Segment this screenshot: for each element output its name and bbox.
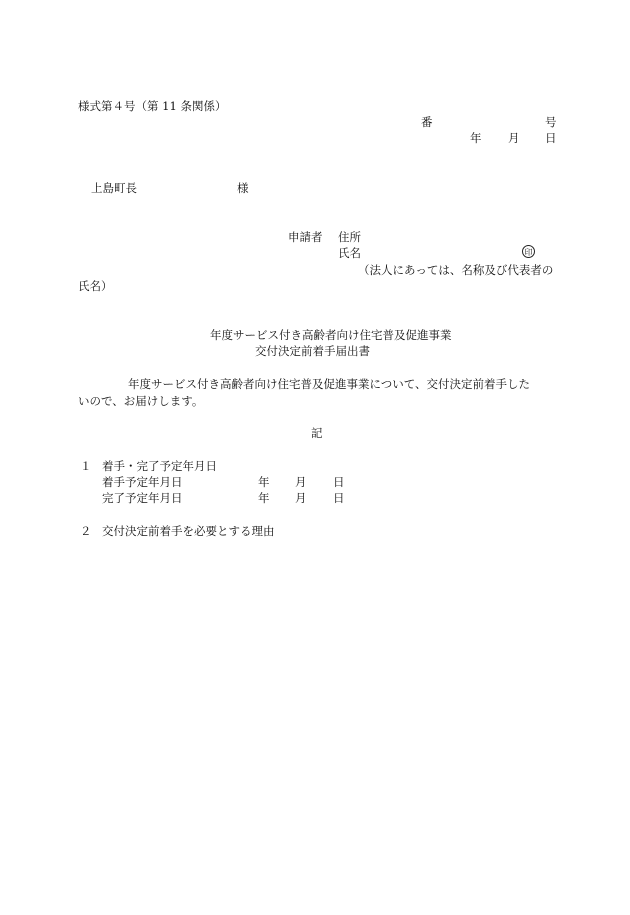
body-text-line1: 年度サービス付き高齢者向け住宅普及促進事業について、交付決定前着手した bbox=[128, 377, 531, 391]
completion-date-month: 月 bbox=[295, 491, 307, 505]
date-month-label: 月 bbox=[508, 131, 520, 145]
start-date-label: 着手予定年月日 bbox=[102, 475, 183, 489]
completion-date-day: 日 bbox=[333, 491, 345, 505]
document-title-line2: 交付決定前着手届出書 bbox=[255, 344, 370, 358]
date-day-label: 日 bbox=[545, 131, 557, 145]
addressee-honorific: 様 bbox=[237, 181, 249, 195]
form-number: 様式第４号（第 11 条関係） bbox=[78, 99, 227, 113]
applicant-name-label: 氏名 bbox=[338, 246, 361, 260]
applicant-note-line1: （法人にあっては、名称及び代表者の bbox=[358, 263, 554, 277]
number-ban-label: 番 bbox=[421, 115, 433, 129]
document-title-line1: 年度サービス付き高齢者向け住宅普及促進事業 bbox=[210, 328, 452, 342]
section2-number: ２ bbox=[80, 524, 92, 538]
applicant-role-label: 申請者 bbox=[288, 230, 323, 244]
applicant-note-line2: 氏名） bbox=[78, 279, 113, 293]
section1-number: １ bbox=[80, 459, 92, 473]
ki-heading: 記 bbox=[311, 426, 323, 440]
section2-heading: 交付決定前着手を必要とする理由 bbox=[102, 524, 275, 538]
start-date-day: 日 bbox=[333, 475, 345, 489]
start-date-year: 年 bbox=[258, 475, 270, 489]
seal-mark: 印 bbox=[522, 245, 535, 258]
completion-date-year: 年 bbox=[258, 491, 270, 505]
number-go-label: 号 bbox=[545, 115, 557, 129]
start-date-month: 月 bbox=[295, 475, 307, 489]
completion-date-label: 完了予定年月日 bbox=[102, 491, 183, 505]
applicant-address-label: 住所 bbox=[338, 230, 361, 244]
body-text-line2: いので、お届けします。 bbox=[78, 394, 204, 408]
addressee-name: 上島町長 bbox=[91, 181, 137, 195]
date-year-label: 年 bbox=[470, 131, 482, 145]
section1-heading: 着手・完了予定年月日 bbox=[102, 459, 217, 473]
